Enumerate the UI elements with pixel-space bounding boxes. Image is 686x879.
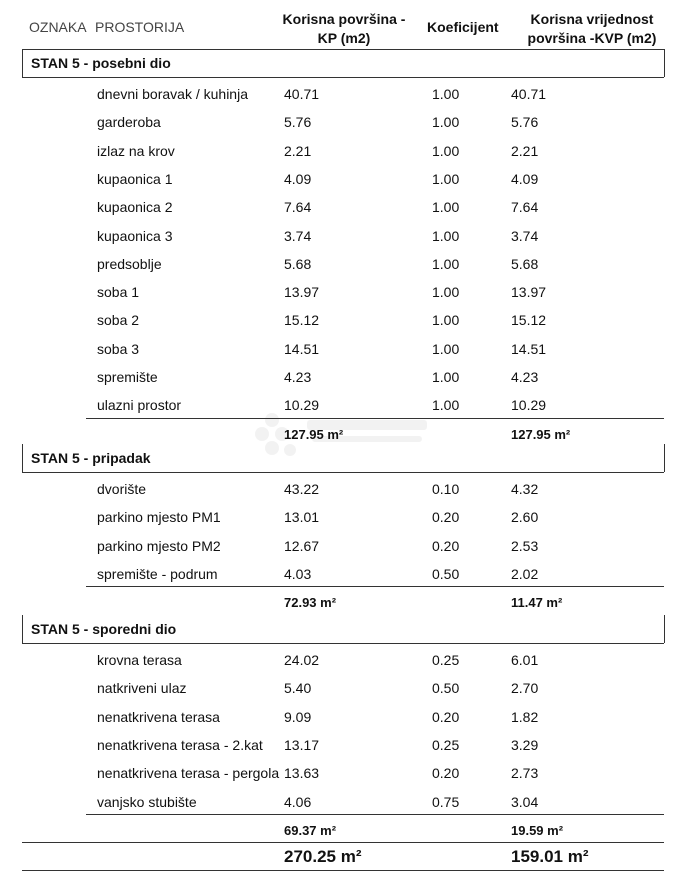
kvp-value: 6.01 xyxy=(511,652,539,668)
koef-value: 0.25 xyxy=(432,652,460,668)
kp-value: 4.23 xyxy=(284,369,312,385)
table-row xyxy=(0,80,686,108)
header-kp-line2: KP (m2) xyxy=(317,30,371,46)
column-divider xyxy=(22,615,23,643)
kvp-value: 13.97 xyxy=(511,284,547,301)
kvp-value: 2.70 xyxy=(511,680,539,697)
table-row xyxy=(0,165,686,193)
room-name: natkriveni ulaz xyxy=(97,680,187,697)
column-divider xyxy=(664,444,665,472)
header-kp xyxy=(274,10,414,48)
koef-value: 1.00 xyxy=(432,199,460,216)
room-name: dnevni boravak / kuhinja xyxy=(97,86,248,102)
kvp-value: 14.51 xyxy=(511,340,547,357)
room-name: kupaonica 2 xyxy=(97,199,173,216)
row-divider xyxy=(22,643,664,644)
koef-value: 0.10 xyxy=(432,481,460,497)
grand-total-row xyxy=(0,843,686,871)
kvp-value: 3.29 xyxy=(511,736,539,753)
room-name: nenatkrivena terasa xyxy=(97,708,220,725)
table-row xyxy=(0,674,686,702)
koef-value: 0.20 xyxy=(432,537,460,554)
kvp-value: 7.64 xyxy=(511,199,539,216)
kp-value: 43.22 xyxy=(284,481,320,497)
room-name: parkino mjesto PM1 xyxy=(97,509,221,526)
room-name: spremište - podrum xyxy=(97,565,218,582)
kp-value: 13.17 xyxy=(284,736,320,753)
kvp-value: 2.21 xyxy=(511,142,539,159)
row-divider xyxy=(86,418,664,419)
table-row xyxy=(0,560,686,588)
header-oznaka: OZNAKA xyxy=(29,19,87,35)
koef-value: 0.50 xyxy=(432,565,460,582)
total-kvp: 159.01 m² xyxy=(511,847,589,866)
table-row xyxy=(0,250,686,278)
koef-value: 0.50 xyxy=(432,680,460,697)
kp-value: 4.06 xyxy=(284,793,312,810)
kvp-value: 5.76 xyxy=(511,114,539,131)
row-divider xyxy=(86,814,664,815)
room-name: nenatkrivena terasa - pergola xyxy=(97,765,280,782)
table-row xyxy=(0,278,686,306)
koef-value: 0.20 xyxy=(432,765,460,782)
column-divider xyxy=(22,444,23,472)
total-kp: 270.25 m² xyxy=(284,847,362,866)
koef-value: 1.00 xyxy=(432,86,460,102)
kp-value: 3.74 xyxy=(284,227,312,244)
room-name: kupaonica 3 xyxy=(97,227,173,244)
koef-value: 0.25 xyxy=(432,736,460,753)
kp-value: 14.51 xyxy=(284,340,320,357)
row-divider xyxy=(22,77,664,78)
kp-value: 10.29 xyxy=(284,397,320,414)
room-name: soba 2 xyxy=(97,312,140,329)
table-row xyxy=(0,335,686,363)
koef-value: 1.00 xyxy=(432,369,460,385)
table-header xyxy=(22,6,664,50)
table-row xyxy=(0,703,686,731)
header-kp-line1: Korisna površina - xyxy=(282,11,406,27)
koef-value: 1.00 xyxy=(432,340,460,357)
kp-value: 2.21 xyxy=(284,142,312,159)
kvp-value: 4.32 xyxy=(511,481,539,497)
table-row xyxy=(0,788,686,816)
room-name: kupaonica 1 xyxy=(97,170,173,187)
table-row xyxy=(0,503,686,531)
header-koeficijent: Koeficijent xyxy=(427,19,499,35)
subtotal-kp: 69.37 m² xyxy=(284,822,337,838)
room-name: soba 1 xyxy=(97,284,140,301)
kvp-value: 40.71 xyxy=(511,86,547,102)
room-name: dvorište xyxy=(97,481,147,497)
subtotal-row xyxy=(0,817,686,845)
kp-value: 5.68 xyxy=(284,255,312,272)
header-kvp xyxy=(507,10,677,48)
header-kvp-line2: površina -KVP (m2) xyxy=(527,30,657,46)
kvp-value: 10.29 xyxy=(511,397,547,414)
room-name: parkino mjesto PM2 xyxy=(97,537,221,554)
subtotal-kvp: 127.95 m² xyxy=(511,426,571,442)
koef-value: 0.20 xyxy=(432,708,460,725)
subtotal-kvp: 11.47 m² xyxy=(511,595,563,611)
koef-value: 1.00 xyxy=(432,170,460,187)
table-row xyxy=(0,193,686,221)
koef-value: 1.00 xyxy=(432,142,460,159)
koef-value: 1.00 xyxy=(432,227,460,244)
kp-value: 13.63 xyxy=(284,765,320,782)
room-name: krovna terasa xyxy=(97,652,182,668)
subtotal-row xyxy=(0,589,686,617)
table-row xyxy=(0,646,686,674)
column-divider xyxy=(664,49,665,77)
kp-value: 13.97 xyxy=(284,284,320,301)
kvp-value: 4.23 xyxy=(511,369,539,385)
section-title: STAN 5 - pripadak xyxy=(31,450,151,466)
room-name: vanjsko stubište xyxy=(97,793,197,810)
table-row xyxy=(0,137,686,165)
kvp-value: 2.73 xyxy=(511,765,539,782)
subtotal-kvp: 19.59 m² xyxy=(511,822,564,838)
room-name: predsoblje xyxy=(97,255,162,272)
kvp-value: 2.60 xyxy=(511,509,539,526)
kvp-value: 5.68 xyxy=(511,255,539,272)
room-name: izlaz na krov xyxy=(97,142,175,159)
kvp-value: 15.12 xyxy=(511,312,547,329)
table-row xyxy=(0,306,686,334)
kp-value: 12.67 xyxy=(284,537,320,554)
section-title: STAN 5 - sporedni dio xyxy=(31,621,177,637)
row-divider xyxy=(22,472,664,473)
table-row xyxy=(0,532,686,560)
room-name: ulazni prostor xyxy=(97,397,182,414)
koef-value: 1.00 xyxy=(432,284,460,301)
subtotal-kp: 127.95 m² xyxy=(284,426,344,442)
kvp-value: 2.02 xyxy=(511,565,539,582)
row-divider xyxy=(22,870,664,871)
kp-value: 5.40 xyxy=(284,680,312,697)
kp-value: 9.09 xyxy=(284,708,312,725)
kp-value: 4.09 xyxy=(284,170,312,187)
koef-value: 1.00 xyxy=(432,255,460,272)
table-row xyxy=(0,731,686,759)
kvp-value: 3.04 xyxy=(511,793,539,810)
room-name: spremište xyxy=(97,369,158,385)
row-divider xyxy=(86,586,664,587)
row-divider xyxy=(22,49,664,50)
kp-value: 24.02 xyxy=(284,652,320,668)
kp-value: 40.71 xyxy=(284,86,320,102)
kp-value: 4.03 xyxy=(284,565,312,582)
koef-value: 1.00 xyxy=(432,312,460,329)
column-divider xyxy=(22,49,23,77)
table-row xyxy=(0,108,686,136)
kp-value: 15.12 xyxy=(284,312,320,329)
table-row xyxy=(0,363,686,391)
room-name: garderoba xyxy=(97,114,161,131)
kvp-value: 1.82 xyxy=(511,708,539,725)
kp-value: 5.76 xyxy=(284,114,312,131)
room-name: soba 3 xyxy=(97,340,140,357)
section-title: STAN 5 - posebni dio xyxy=(31,55,171,71)
koef-value: 0.20 xyxy=(432,509,460,526)
kvp-value: 2.53 xyxy=(511,537,539,554)
subtotal-kp: 72.93 m² xyxy=(284,595,337,611)
table-row xyxy=(0,391,686,419)
kvp-value: 4.09 xyxy=(511,170,539,187)
table-row xyxy=(0,222,686,250)
table-row xyxy=(0,475,686,503)
koef-value: 1.00 xyxy=(432,114,460,131)
column-divider xyxy=(664,615,665,643)
room-name: nenatkrivena terasa - 2.kat xyxy=(97,736,263,753)
kp-value: 7.64 xyxy=(284,199,312,216)
header-kvp-line1: Korisna vrijednost xyxy=(530,11,654,27)
header-prostorija: PROSTORIJA xyxy=(95,19,185,35)
kp-value: 13.01 xyxy=(284,509,320,526)
subtotal-row xyxy=(0,421,686,449)
koef-value: 0.75 xyxy=(432,793,460,810)
koef-value: 1.00 xyxy=(432,397,460,414)
kvp-value: 3.74 xyxy=(511,227,539,244)
table-row xyxy=(0,759,686,787)
